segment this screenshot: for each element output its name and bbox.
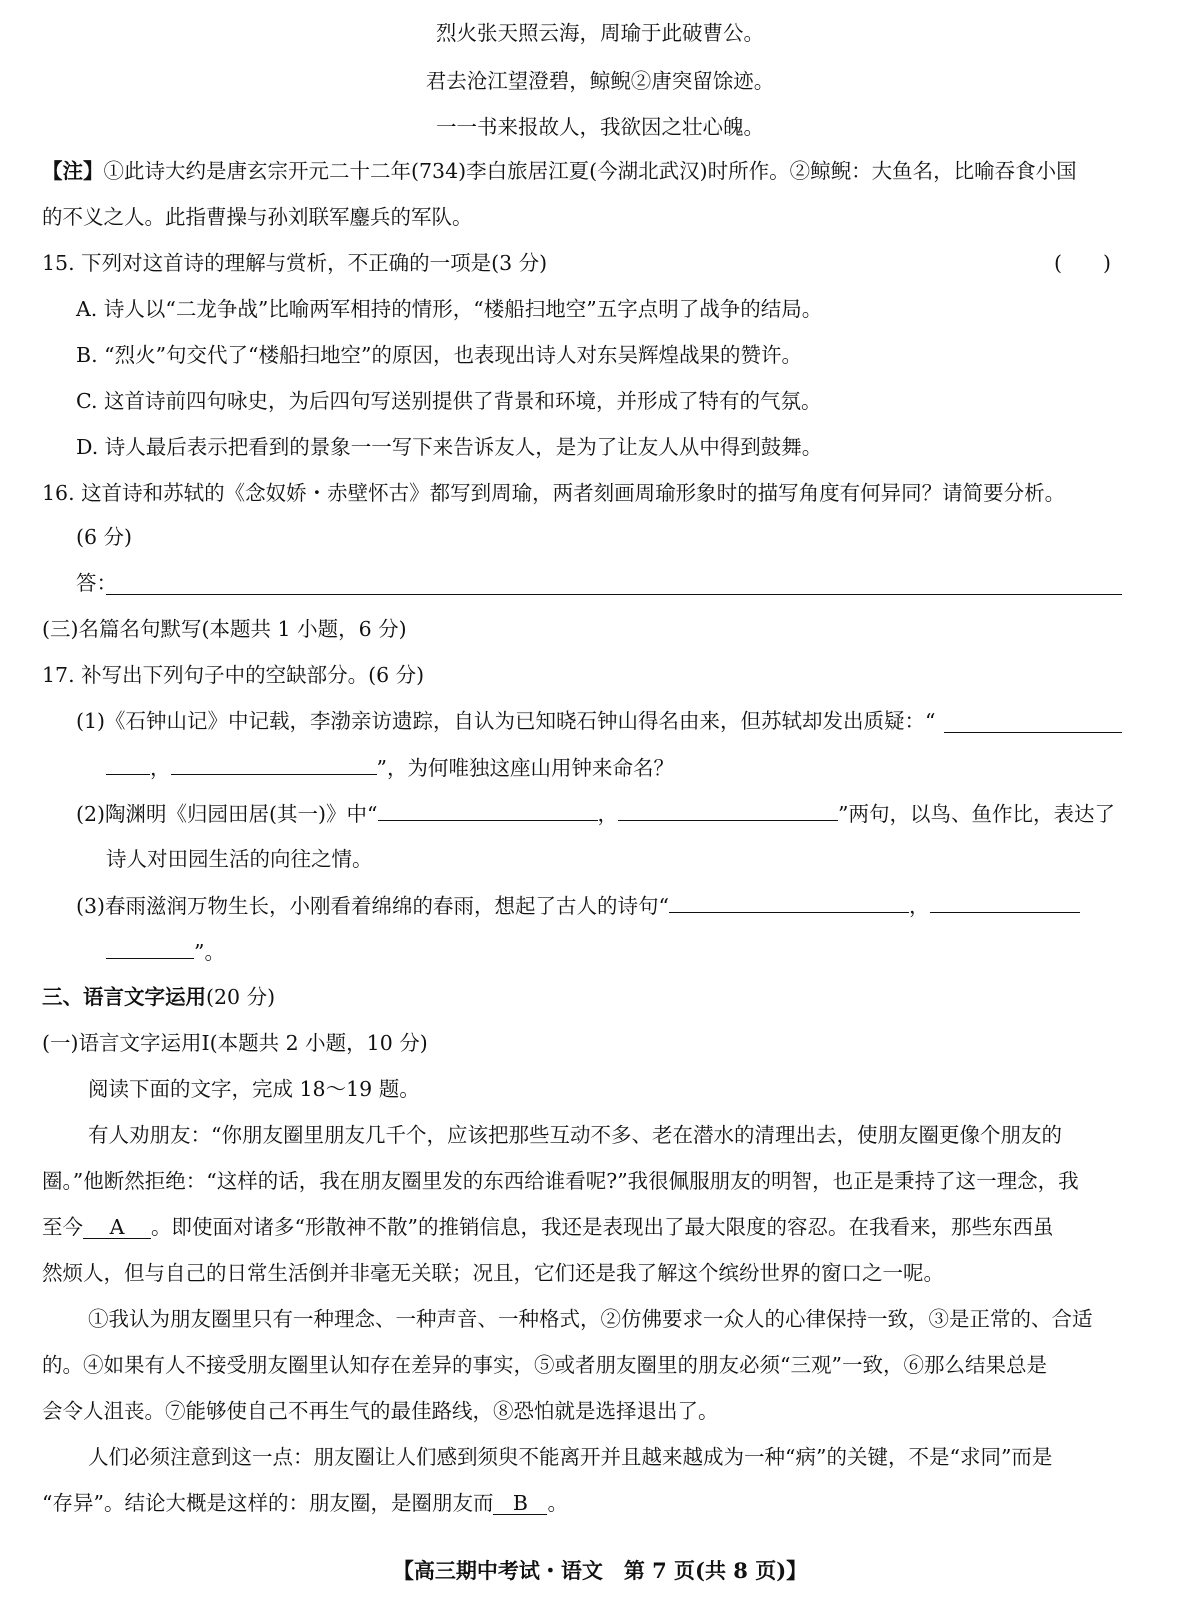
- blank-a[interactable]: A: [83, 1216, 151, 1239]
- q17-item2-line1: [76, 798, 1115, 829]
- passage-p1-line3: [42, 1212, 1053, 1242]
- part-3-title-score: (20 分): [206, 985, 276, 1009]
- passage-p3-line1: 人们必须注意到这一点：朋友圈让人们感到须臾不能离开并且越来越成为一种“病”的关键，不是“求同”而是: [88, 1445, 1053, 1469]
- q17-item1-blank2[interactable]: [171, 752, 377, 775]
- q17-item2-tail: ”两句，以鸟、鱼作比，表达了: [838, 802, 1115, 826]
- q17-item1-line2: [106, 752, 674, 783]
- q17-item3-blank2-part2[interactable]: [106, 936, 194, 959]
- q17-item1-line1: (1)《石钟山记》中记载，李渤亲访遗踪，自认为已知晓石钟山得名由来，但苏轼却发出质疑：“: [76, 709, 936, 733]
- passage-p1-line3-tail: 。即使面对诸多“形散神不散”的推销信息，我还是表现出了最大限度的容忍。在我看来，那些东西虽: [151, 1215, 1054, 1239]
- q17-item3-head: (3)春雨滋润万物生长，小刚看着绵绵的春雨，想起了古人的诗句“: [76, 894, 670, 918]
- q17-item1-blank1-part1[interactable]: [944, 732, 1122, 733]
- q17-item3-blank2-part1[interactable]: [930, 890, 1080, 913]
- q15-option-a: A. 诗人以“二龙争战”比喻两军相持的情形，“楼船扫地空”五字点明了战争的结局。: [76, 297, 823, 321]
- q17-item1-comma: ，: [150, 756, 171, 780]
- q17-item2-head: (2)陶渊明《归园田居(其一)》中“: [76, 802, 378, 826]
- passage-p1-line1: 有人劝朋友：“你朋友圈里朋友几千个，应该把那些互动不多、老在潜水的清理出去，使朋友圈更像个朋友的: [88, 1123, 1062, 1147]
- note-text-1: ①此诗大约是唐玄宗开元二十二年(734)李白旅居江夏(今湖北武汉)时所作。②鲸鲵：大鱼名，比喻吞食小国: [103, 159, 1077, 183]
- q17-item2-comma: ，: [597, 802, 619, 826]
- passage-p3-line2-tail: 。: [547, 1491, 568, 1515]
- q15-answer-paren[interactable]: ( ): [1054, 251, 1111, 275]
- q16-answer-label: 答：: [76, 571, 117, 595]
- q16-score: (6 分): [76, 525, 133, 549]
- q17-item2-line2: 诗人对田园生活的向往之情。: [106, 847, 373, 871]
- q16-answer-line[interactable]: [106, 594, 1122, 595]
- q17-item1-blank1-part2[interactable]: [106, 752, 150, 775]
- part-3-subtitle: (一)语言文字运用Ⅰ(本题共 2 小题，10 分): [42, 1031, 428, 1055]
- page-footer: 【高三期中考试・语文 第 7 页(共 8 页)】: [392, 1558, 808, 1583]
- q15-stem: 15. 下列对这首诗的理解与赏析，不正确的一项是(3 分): [42, 251, 548, 275]
- q17-item3-line1: [76, 890, 1080, 921]
- poem-line-1: 烈火张天照云海，周瑜于此破曹公。: [436, 21, 764, 45]
- blank-b[interactable]: B: [493, 1492, 547, 1515]
- part-3-title: [42, 982, 275, 1012]
- passage-p2-line3: 会令人沮丧。⑦能够使自己不再生气的最佳路线，⑧恐怕就是选择退出了。: [42, 1399, 719, 1423]
- passage-p1-line2: 圈。”他断然拒绝：“这样的话，我在朋友圈里发的东西给谁看呢?”我很佩服朋友的明智，也正是秉持了这一理念，我: [42, 1169, 1079, 1193]
- passage-p1-line3-head: 至今: [42, 1215, 83, 1239]
- part-3-title-bold: 三、语言文字运用: [42, 985, 206, 1009]
- q15-option-d: D. 诗人最后表示把看到的景象一一写下来告诉友人，是为了让友人从中得到鼓舞。: [76, 435, 823, 459]
- poem-line-3: 一一书来报故人，我欲因之壮心魄。: [436, 115, 764, 139]
- q17-item3-line2: [106, 936, 225, 967]
- note-line-2: 的不义之人。此指曹操与孙刘联军鏖兵的军队。: [42, 205, 473, 229]
- passage-p3-line2: [42, 1488, 568, 1518]
- q17-item2-blank2[interactable]: [618, 798, 838, 821]
- poem-line-2: 君去沧江望澄碧，鲸鲵②唐突留馀迹。: [425, 69, 775, 93]
- passage-p3-line2-head: “存异”。结论大概是这样的：朋友圈，是圈朋友而: [42, 1491, 494, 1515]
- note-line-1: [42, 156, 1077, 186]
- q17-stem: 17. 补写出下列句子中的空缺部分。(6 分): [42, 663, 425, 687]
- q16-stem: 16. 这首诗和苏轼的《念奴娇・赤壁怀古》都写到周瑜，两者刻画周瑜形象时的描写角度有何异同？请简要分析。: [42, 481, 1066, 505]
- q15-option-c: C. 这首诗前四句咏史，为后四句写送别提供了背景和环境，并形成了特有的气氛。: [76, 389, 822, 413]
- passage-p1-line4: 然烦人，但与自己的日常生活倒并非毫无关联；况且，它们还是我了解这个缤纷世界的窗口之一呢。: [42, 1261, 944, 1285]
- q15-option-b: B. “烈火”句交代了“楼船扫地空”的原因，也表现出诗人对东吴辉煌战果的赞许。: [76, 343, 803, 367]
- part-3-instruction: 阅读下面的文字，完成 18～19 题。: [88, 1077, 420, 1101]
- q17-item2-blank1[interactable]: [378, 798, 598, 821]
- note-label: 【注】: [42, 159, 104, 183]
- q17-item3-comma: ，: [909, 894, 930, 918]
- section-3-title: (三)名篇名句默写(本题共 1 小题，6 分): [42, 617, 407, 641]
- passage-p2-line1: ①我认为朋友圈里只有一种理念、一种声音、一种格式，②仿佛要求一众人的心律保持一致，③是正常的、合适: [88, 1307, 1093, 1331]
- q17-item1-tail: ”，为何唯独这座山用钟来命名？: [376, 756, 674, 780]
- q17-item3-tail: ”。: [194, 940, 225, 964]
- passage-p2-line2: 的。④如果有人不接受朋友圈里认知存在差异的事实，⑤或者朋友圈里的朋友必须“三观”一致，⑥那么结果总是: [42, 1353, 1047, 1377]
- q17-item3-blank1[interactable]: [669, 890, 909, 913]
